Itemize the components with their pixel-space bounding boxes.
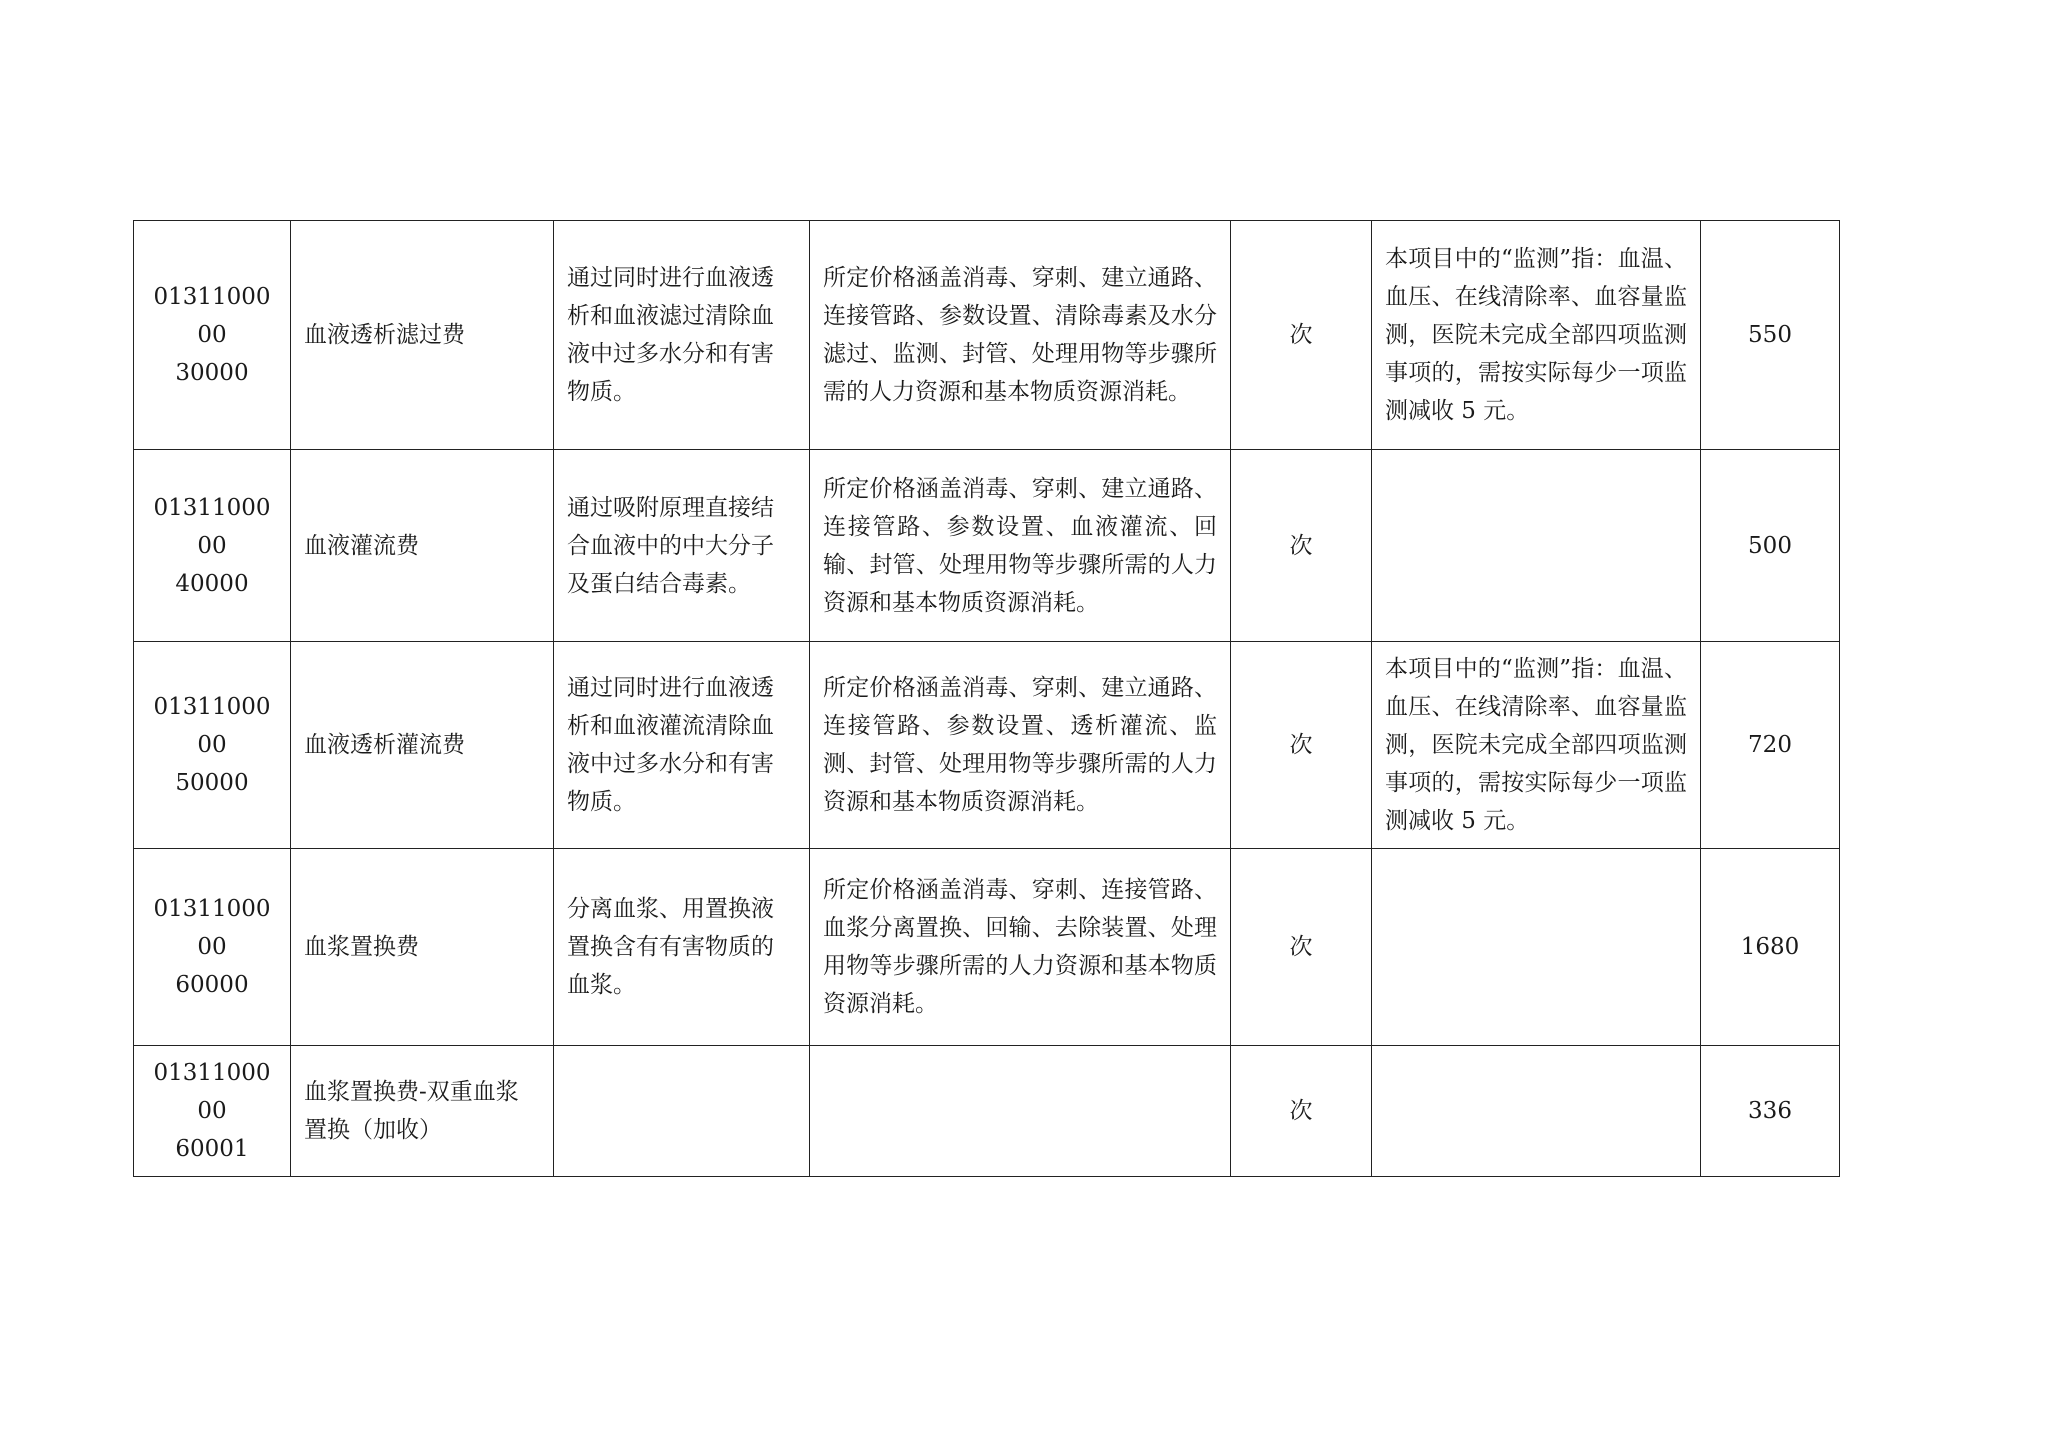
item-exclusions-cell: 所定价格涵盖消毒、穿刺、建立通路、连接管路、参数设置、清除毒素及水分滤过、监测、封管、处理用物等步骤所需的人力资源和基本物质资源消耗。 <box>810 221 1231 450</box>
item-note-cell: 本项目中的“监测”指：血温、血压、在线清除率、血容量监测，医院未完成全部四项监测事项的，需按实际每少一项监测减收 5 元。 <box>1372 642 1701 849</box>
item-code-cell <box>134 642 291 849</box>
item-price-cell: 500 <box>1701 450 1840 642</box>
item-content-cell: 分离血浆、用置换液置换含有有害物质的血浆。 <box>554 849 810 1046</box>
item-code-line-1: 0131100000 <box>153 494 271 559</box>
item-unit-cell: 次 <box>1231 1046 1372 1177</box>
item-code-cell <box>134 1046 291 1177</box>
item-name-cell: 血液灌流费 <box>291 450 554 642</box>
item-name-cell: 血浆置换费 <box>291 849 554 1046</box>
table-row <box>134 450 1840 642</box>
item-code-line-2: 60000 <box>175 972 249 998</box>
item-code-line-1: 0131100000 <box>153 694 271 758</box>
item-note-cell <box>1372 1046 1701 1177</box>
item-note-cell <box>1372 450 1701 642</box>
item-unit-cell: 次 <box>1231 221 1372 450</box>
item-exclusions-cell: 所定价格涵盖消毒、穿刺、连接管路、血浆分离置换、回输、去除装置、处理用物等步骤所需的人力资源和基本物质资源消耗。 <box>810 849 1231 1046</box>
item-code-line-2: 30000 <box>175 360 249 386</box>
item-code-line-2: 60001 <box>175 1136 249 1162</box>
item-exclusions-cell <box>810 1046 1231 1177</box>
item-content-cell: 通过同时进行血液透析和血液滤过清除血液中过多水分和有害物质。 <box>554 221 810 450</box>
item-price-cell: 550 <box>1701 221 1840 450</box>
item-code-line-2: 40000 <box>175 570 249 597</box>
item-price-cell: 336 <box>1701 1046 1840 1177</box>
item-name-cell: 血液透析灌流费 <box>291 642 554 849</box>
item-code-cell <box>134 221 291 450</box>
table-row <box>134 642 1840 849</box>
item-code-line-1: 0131100000 <box>153 896 271 960</box>
item-note-cell <box>1372 849 1701 1046</box>
item-code-cell <box>134 849 291 1046</box>
table-row <box>134 849 1840 1046</box>
item-code-cell <box>134 450 291 642</box>
item-content-cell: 通过同时进行血液透析和血液灌流清除血液中过多水分和有害物质。 <box>554 642 810 849</box>
item-price-cell: 1680 <box>1701 849 1840 1046</box>
item-exclusions-cell: 所定价格涵盖消毒、穿刺、建立通路、连接管路、参数设置、透析灌流、监测、封管、处理用物等步骤所需的人力资源和基本物质资源消耗。 <box>810 642 1231 849</box>
item-price-cell: 720 <box>1701 642 1840 849</box>
item-code-line-1: 0131100000 <box>153 284 271 348</box>
item-unit-cell: 次 <box>1231 450 1372 642</box>
item-unit-cell: 次 <box>1231 849 1372 1046</box>
table-row <box>134 221 1840 450</box>
item-content-cell: 通过吸附原理直接结合血液中的中大分子及蛋白结合毒素。 <box>554 450 810 642</box>
item-content-cell <box>554 1046 810 1177</box>
item-code-line-1: 0131100000 <box>153 1060 271 1124</box>
item-code-line-2: 50000 <box>175 770 249 796</box>
item-note-cell: 本项目中的“监测”指：血温、血压、在线清除率、血容量监测，医院未完成全部四项监测事项的，需按实际每少一项监测减收 5 元。 <box>1372 221 1701 450</box>
item-name-cell: 血液透析滤过费 <box>291 221 554 450</box>
item-exclusions-cell: 所定价格涵盖消毒、穿刺、建立通路、连接管路、参数设置、血液灌流、回输、封管、处理用物等步骤所需的人力资源和基本物质资源消耗。 <box>810 450 1231 642</box>
item-unit-cell: 次 <box>1231 642 1372 849</box>
pricing-table <box>133 220 1840 1177</box>
table-row <box>134 1046 1840 1177</box>
item-name-cell: 血浆置换费-双重血浆置换（加收） <box>291 1046 554 1177</box>
